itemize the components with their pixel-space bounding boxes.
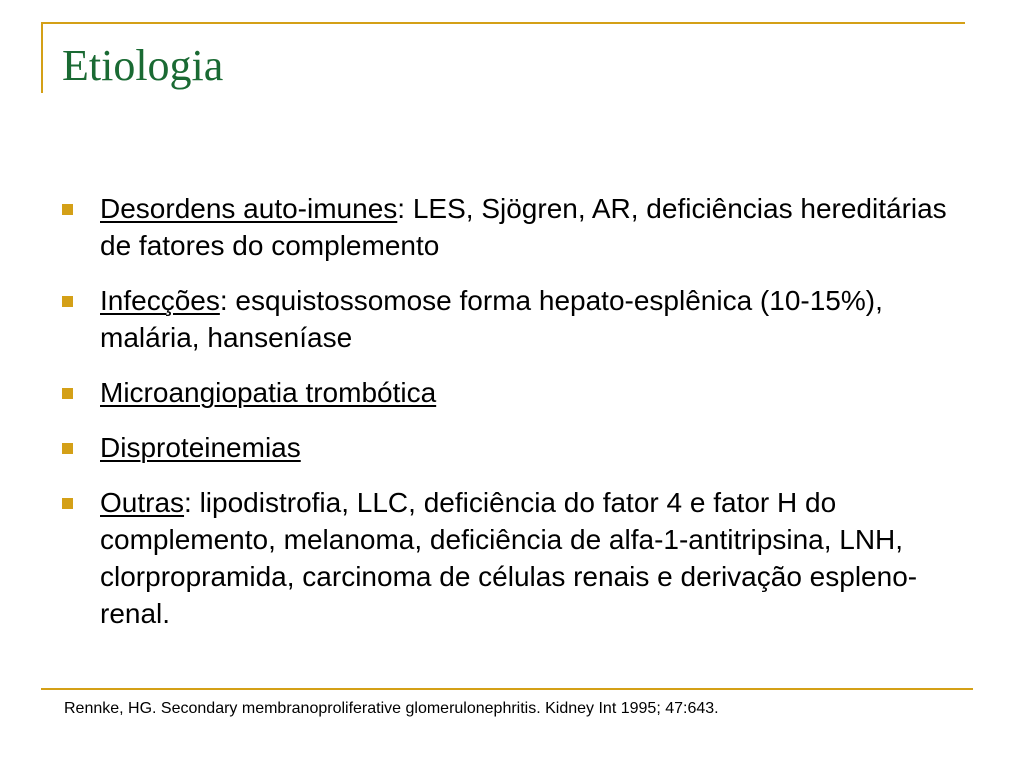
bullet-item-dysproteinemias [60,429,970,466]
square-bullet-icon [62,204,73,215]
bullet-term: Disproteinemias [100,432,301,463]
square-bullet-icon [62,443,73,454]
bullet-item-others [60,484,970,632]
bullet-text: : esquistossomose forma hepato-esplênica (10-15%), malária, hanseníase [100,285,883,353]
bottom-divider-line [41,688,973,690]
bullet-text: : LES, Sjögren, AR, deficiências hereditárias de fatores do complemento [100,193,947,261]
bullet-item-infections [60,282,970,356]
bullet-list [60,190,970,650]
slide-title: Etiologia [62,41,224,90]
square-bullet-icon [62,388,73,399]
square-bullet-icon [62,296,73,307]
bullet-term: Outras [100,487,185,518]
bullet-term: Desordens auto-imunes [100,193,398,224]
square-bullet-icon [62,498,73,509]
bullet-term: Microangiopatia trombótica [100,377,437,408]
bullet-item-microangiopathy [60,374,970,411]
bullet-term: Infecções [100,285,220,316]
bullet-text: : lipodistrofia, LLC, deficiência do fator 4 e fator H do complemento, melanoma, deficiência de alfa-1-antitripsina, LNH, clorpropramida, carcinoma de células renais e derivação espleno-renal. [100,487,918,629]
left-accent-line [41,22,43,93]
top-divider-line [41,22,965,24]
reference-footnote: Rennke, HG. Secondary membranoproliferative glomerulonephritis. Kidney Int 1995; 47:643. [64,700,719,717]
bullet-item-autoimmune [60,190,970,264]
